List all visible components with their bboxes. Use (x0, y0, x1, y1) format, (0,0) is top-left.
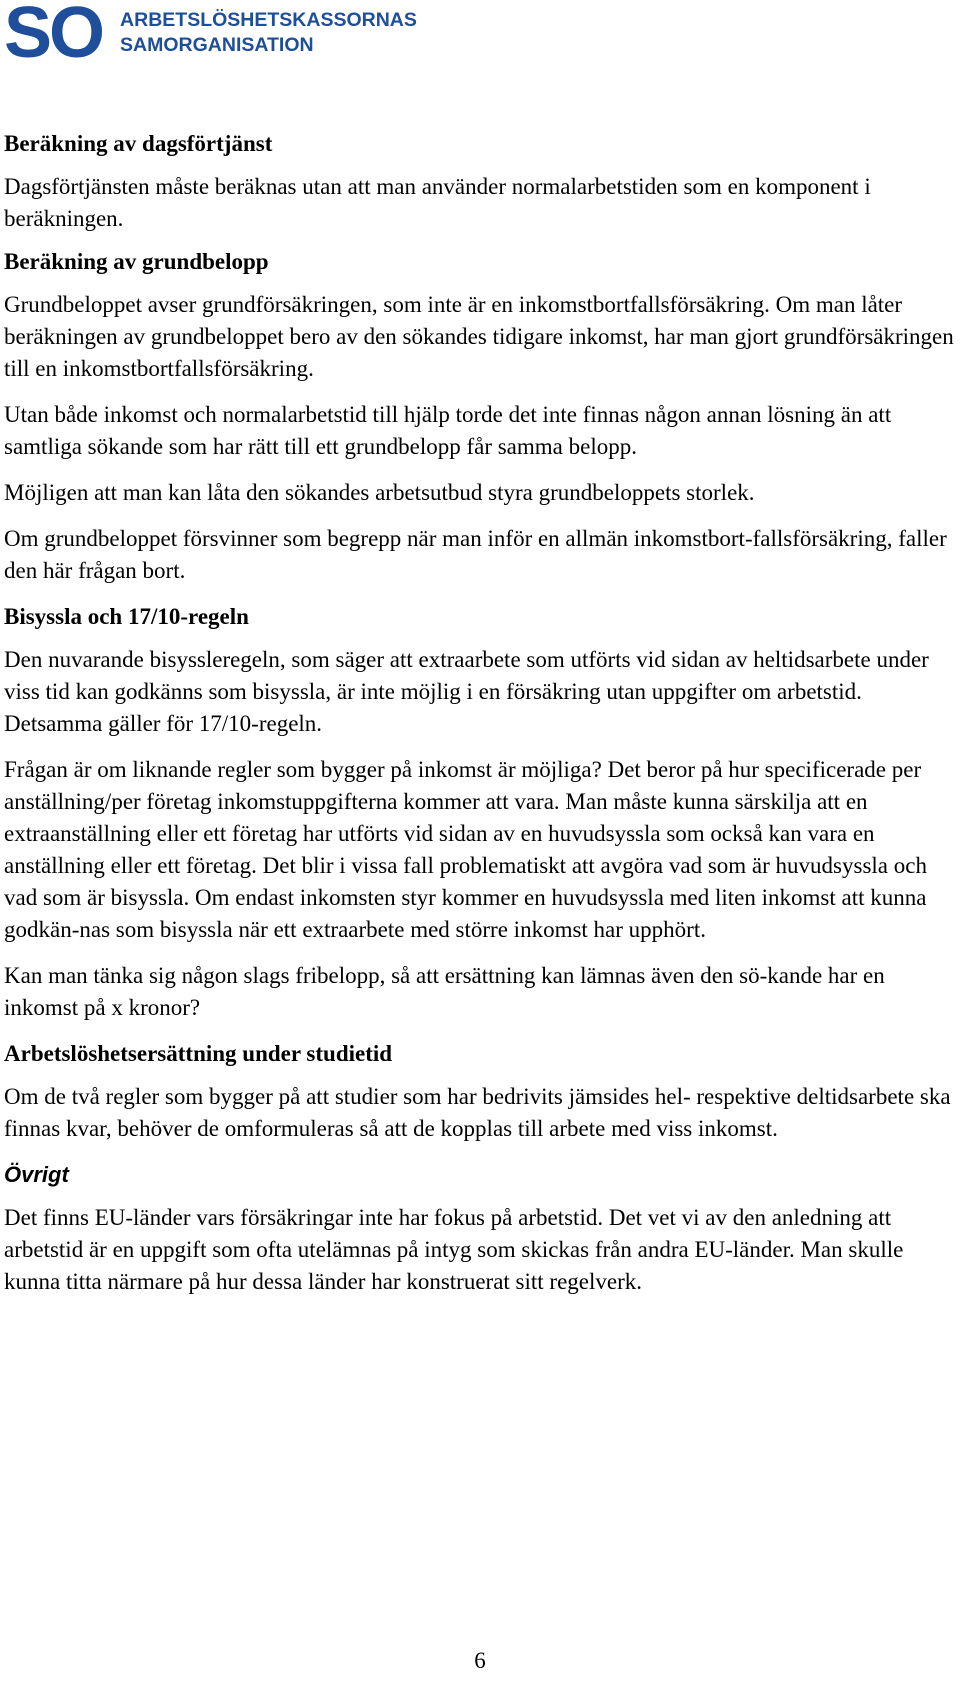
paragraph: Frågan är om liknande regler som bygger på inkomst är möjliga? Det beror på hur specificerade per anställning/per företag inkomstuppgifterna kommer att vara. Man måste kunna särskilja att en extraanställning eller ett företag har utförts vid sidan av en huvudsyssla som också kan vara en anställning eller ett företag. Det blir i vissa fall problematiskt att avgöra vad som är huvudsyssla och vad som är bisyssla. Om endast inkomsten styr kommer en huvudsyssla med liten inkomst att kunna godkän-nas som bisyssla när ett extraarbete med större inkomst har upphört. (4, 757, 927, 942)
logo-mark: SO (4, 0, 103, 73)
paragraph: Kan man tänka sig någon slags fribelopp, så att ersättning kan lämnas även den sö-kande har en inkomst på x kronor? (4, 963, 885, 1020)
paragraph: Grundbeloppet avser grundförsäkringen, som inte är en inkomstbortfallsförsäkring. Om man låter beräkningen av grundbeloppet bero av den sökandes tidigare inkomst, har man gjort grundförsäkringen till en inkomstbortfallsförsäkring. (4, 292, 954, 381)
section-heading-grundbelopp: Beräkning av grundbelopp (4, 249, 269, 274)
page-number: 6 (474, 1648, 486, 1673)
paragraph: Dagsförtjänsten måste beräknas utan att man använder normalarbetstiden som en komponent i beräkningen. (4, 174, 871, 231)
paragraph: Möjligen att man kan låta den sökandes arbetsutbud styra grundbeloppets storlek. (4, 480, 755, 505)
organization-logo (4, 0, 417, 73)
section-heading-bisyssla: Bisyssla och 17/10-regeln (4, 604, 249, 629)
logo-line-2: SAMORGANISATION (120, 34, 314, 56)
logo-line-1: ARBETSLÖSHETSKASSORNAS (120, 9, 417, 31)
document-body (4, 128, 954, 1312)
paragraph: Den nuvarande bisyssleregeln, som säger att extraarbete som utförts vid sidan av heltidsarbete under viss tid kan godkänns som bisyssla, är inte möjlig i en försäkring utan uppgifter om arbetstid. Detsamma gäller för 17/10-regeln. (4, 647, 929, 736)
section-heading-studietid: Arbetslöshetsersättning under studietid (4, 1041, 393, 1066)
section-heading-ovrigt: Övrigt (4, 1162, 69, 1187)
paragraph: Om grundbeloppet försvinner som begrepp när man inför en allmän inkomstbort-fallsförsäkring, faller den här frågan bort. (4, 526, 947, 583)
paragraph: Det finns EU-länder vars försäkringar inte har fokus på arbetstid. Det vet vi av den anledning att arbetstid är en uppgift som ofta utelämnas på intyg som skickas från andra EU-länder. Man skulle kunna titta närmare på hur dessa länder har konstruerat sitt regelverk. (4, 1205, 904, 1294)
paragraph: Om de två regler som bygger på att studier som har bedrivits jämsides hel- respektive deltidsarbete ska finnas kvar, behöver de omformuleras så att de kopplas till arbete med viss inkomst. (4, 1084, 951, 1141)
section-heading-dagsfortjanst: Beräkning av dagsförtjänst (4, 131, 273, 156)
paragraph: Utan både inkomst och normalarbetstid till hjälp torde det inte finnas någon annan lösning än att samtliga sökande som har rätt till ett grundbelopp får samma belopp. (4, 402, 892, 459)
logo-text (120, 8, 417, 58)
